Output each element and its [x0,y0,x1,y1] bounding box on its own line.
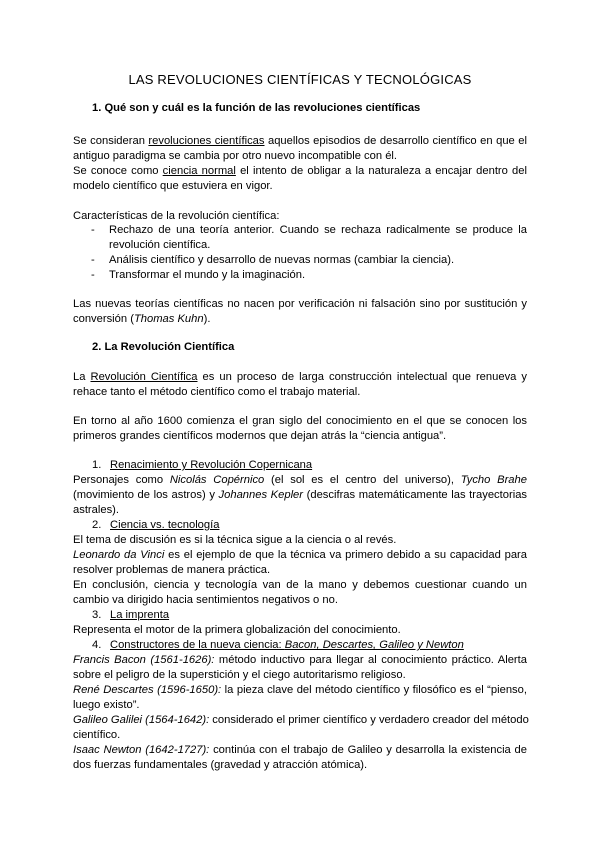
text-run: ). [203,313,211,325]
item-4-line: sobre el peligro de la superstición y el ciego autoritarismo religioso. [73,669,406,681]
item-4-line: científico. [73,729,121,741]
text-run: (movimiento de los astros) y [73,489,219,501]
s2-paragraph-line: En torno al año 1600 comienza el gran siglo del conocimiento en el que se conocen los [73,415,527,427]
text-run: considerado el primer científico y verdadero creador del método [209,714,529,726]
text-run: continúa con el trabajo de Galileo y desarrolla la existencia de [209,744,528,756]
item-1-line [73,488,527,503]
item-label: Ciencia vs. tecnología [110,519,220,531]
list-item-1-heading [92,458,546,473]
text-run: la pieza clave del método científico y filosófico es el “pienso, [221,684,527,696]
text-run: (descifras matemáticamente las trayectorias [303,489,528,501]
bullet-dash: - [91,269,95,281]
s2-paragraph-line: rehace tanto el método científico como el trabajo material. [73,386,361,398]
item-label: La imprenta [110,609,170,621]
text-run: conversión ( [73,313,134,325]
list-item-4-heading [92,638,546,653]
text-run: La [73,371,91,383]
item-4-line: dos fuerzas fundamentales (gravedad y atracción atómica). [73,759,368,771]
name-kepler: Johannes Kepler [218,489,304,501]
text-run: Personajes como [73,474,170,486]
section-2-heading: 2. La Revolución Científica [92,341,235,353]
text-run: Se conoce como [73,165,163,177]
text-run: el intento de obligar a la naturaleza a encajar dentro del [235,165,527,177]
author-kuhn: Thomas Kuhn [133,313,204,325]
text-run: es el ejemplo de que la técnica va primero debido a su capacidad para [164,549,527,561]
name-brahe: Tycho Brahe [460,474,527,486]
term-ciencia-normal: ciencia normal [162,165,236,177]
bullet-item: Análisis científico y desarrollo de nuevas normas (cambiar la ciencia). [109,254,455,266]
text-run: método inductivo para llegar al conocimiento práctico. Alerta [214,654,527,666]
s1-paragraph-line: Las nuevas teorías científicas no nacen por verificación ni falsación sino por sustitución y [73,298,527,310]
name-da-vinci: Leonardo da Vinci [73,549,165,561]
item-2-line: El tema de discusión es si la técnica sigue a la ciencia o al revés. [73,534,397,546]
item-4-line [73,683,527,698]
s1-paragraph-line [73,134,527,149]
item-number: 3. [92,609,102,621]
page-title: LAS REVOLUCIONES CIENTÍFICAS Y TECNOLÓGICAS [128,72,472,87]
item-2-line: resolver problemas de manera práctica. [73,564,271,576]
bullet-item-continued: revolución científica. [109,239,211,251]
item-4-line [73,653,527,668]
text-run: es un proceso de larga construcción intelectual que renueva y [197,371,527,383]
name-newton: Isaac Newton (1642-1727): [73,744,210,756]
item-3-line: Representa el motor de la primera globalización del conocimiento. [73,624,401,636]
s1-paragraph-line [73,312,527,327]
item-label-names: Bacon, Descartes, Galileo y Newton [284,639,464,651]
item-4-line [73,713,527,728]
item-number: 1. [92,459,102,471]
text-run: Se consideran [73,135,149,147]
item-4-line [73,743,527,758]
term-revolucion-cientifica: Revolución Científica [90,371,198,383]
name-copernico: Nicolás Copérnico [169,474,265,486]
bullet-item: Rechazo de una teoría anterior. Cuando se rechaza radicalmente se produce la [109,224,527,236]
item-label: Renacimiento y Revolución Copernicana [110,459,313,471]
list-item-3-heading [92,608,546,623]
name-galileo: Galileo Galilei (1564-1642): [73,714,210,726]
bullet-dash: - [91,254,95,266]
item-number: 4. [92,639,102,651]
item-4-line: luego existo”. [73,699,140,711]
section-1-heading: 1. Qué son y cuál es la función de las revoluciones científicas [92,102,421,114]
item-1-line: astrales). [73,504,120,516]
item-label: Constructores de la nueva ciencia: [110,639,285,651]
name-descartes: René Descartes (1596-1650): [73,684,222,696]
bullet-dash: - [91,224,95,236]
item-2-line: cambio va dirigido hacia sentimientos negativos o no. [73,594,338,606]
s1-paragraph-line: modelo científico que estuviera en vigor. [73,180,273,192]
characteristics-title: Características de la revolución científica: [73,210,280,222]
item-2-line: En conclusión, ciencia y tecnología van de la mano y debemos cuestionar cuando un [73,579,527,591]
s1-paragraph-line: antiguo paradigma se cambia por otro nuevo incompatible con él. [73,150,398,162]
text-run: aquellos episodios de desarrollo científico en que el [264,135,527,147]
name-bacon: Francis Bacon (1561-1626): [73,654,215,666]
s1-paragraph-line [73,164,527,179]
bullet-item: Transformar el mundo y la imaginación. [109,269,306,281]
item-number: 2. [92,519,102,531]
term-revoluciones: revoluciones científicas [148,135,265,147]
text-run: (el sol es el centro del universo), [264,474,461,486]
list-item-2-heading [92,518,546,533]
item-1-line [73,473,527,488]
s2-paragraph-line [73,370,527,385]
item-2-line [73,548,527,563]
s2-paragraph-line: primeros grandes científicos modernos que dejan atrás la “ciencia antigua”. [73,430,447,442]
